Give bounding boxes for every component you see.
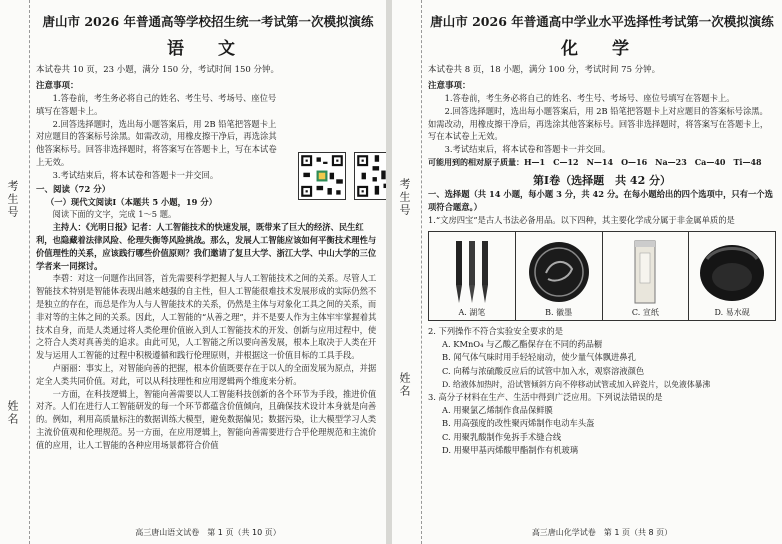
exam-title: 唐山市 2026 年普通高等学校招生统一考试第一次模拟演练 [42,14,374,29]
option-c-label: C. 宣纸 [631,307,659,317]
note-3: 3.考试结束后，将本试卷和答题卡一并交回。 [52,169,219,180]
atomic-masses: 可能用到的相对原子质量：H—1 C—12 N—14 O—16 Na—23 Ca—40 Ti—48 [428,156,762,167]
inkstone-icon [697,239,767,305]
option-b-label: B. 徽墨 [545,307,573,317]
brush-icon [442,239,502,305]
section-choice-title: 一、选择题（共 14 小题，每小题 3 分，共 42 分。在每小题给出的四个选项中，只有一个选项符合题意。） [428,188,773,212]
reading-paragraph: 主持人：《光明日报》记者：人工智能技术的快速发展，既带来了巨大的经济、民生红利，也隐藏着法律风险、伦理失衡等风险挑战。那么，发展人工智能应该如何平衡技术理性与价值理性的关系，应该践行哪些价值原则？我们邀请了复旦大学、浙江大学、中山大学的三位学者来一同探讨。 [36,222,377,271]
note-3: 3.考试结束后，将本试卷和答题卡一并交回。 [444,144,611,155]
option-a-figure [429,232,516,320]
question-2-option-a: A. KMnO₄ 与乙酸乙酯保存在不同的药品橱 [442,338,603,349]
option-b-figure [516,232,603,320]
question-2-option-d: D. 给液体加热时，沿试管倾斜方向不停移动试管或加入碎瓷片，以免液体暴沸 [442,379,711,389]
question-3-option-d: D. 用聚甲基丙烯酸甲酯制作有机玻璃 [442,445,579,456]
question-3-option-c: C. 用聚乳酸制作免拆手术缝合线 [442,431,562,442]
part-title: 第Ⅰ卷（选择题 共 42 分） [532,173,672,187]
binding-strip [0,0,30,544]
question-2-option-b: B. 闻气体气味时用手轻轻扇动，使少量气体飘进鼻孔 [442,352,636,363]
paper-roll-icon [625,239,665,305]
note-2: 2.回答选择题时，选出每小题答案后，用 2B 铅笔把答题卡上对应题目的答案标号涂黑。如需改动，用橡皮擦干净后，再选涂其他答案标号。回答非选择题时，将答案写在答题卡上，写在本试卷上无效。 [428,105,769,142]
chinese-exam-page [0,0,386,544]
qr-code-icon [298,152,346,200]
option-d-figure [689,232,775,320]
subject-title: 语 文 [167,39,249,59]
name-label: 姓名 [6,400,19,426]
chemistry-exam-page [392,0,782,544]
notes-title: 注意事项： [36,81,79,91]
reading-paragraph: 卢丽丽：事实上，对智能向善的把握，根本价值既要存在于以人的全面发展为原点，并据定全人类共同价值。对此，可以从科技理性和应用逻辑两个维度来分析。 [36,362,377,386]
option-c-figure [603,232,690,320]
reading-paragraph: 李碧：对这一问题作出回答，首先需要科学把握人与人工智能技术之间的关系。尽管人工智能技术特别是智能体表现出越来越强的自主性，但人工智能很难技术发展形成的实际仍然不是独立的存在，而总是作为人与人智能技术的关系，仍然是主体与对象化工具之间的关系，而非对等的主体之间的关系。因此，人工智能的“从善之理”，并不是要人作为主体牢牢掌握着其技术自身，而是人类通过将人类伦理价值嵌入到人工智能技术的开发、创新与应用过程中，使之符合人类对真善美的追求。由此可见，人工智能之所以要向善发展，根本上取决于人类在开发与运用人工智能的过程中积极遵循和践行伦理原则，并根据这一价值目标的工具手段。 [36,273,377,361]
page-footer: 高三唐山语文试卷 第 1 页（共 10 页） [135,528,281,537]
qr-code-icon [354,152,386,200]
question-1-figure [428,231,776,321]
exam-meta: 本试卷共 8 页，18 小题，满分 100 分，考试时间 75 分钟。 [428,65,661,75]
ink-stick-icon [526,239,592,305]
binding-strip [392,0,422,544]
section-reading: 一、阅读（72 分） [36,184,111,195]
question-1: 1.“文房四宝”是古人书法必备用品。以下四种，其主要化学成分属于非金属单质的是 [428,214,735,225]
reading-paragraph: 一方面，在科技逻辑上，智能向善需要以人工智能科技创新的各个环节为手段，推进价值对齐。人们在进行人工智能研发的每一个环节都蕴含价值倾向，且确保技术设计本身就是向善的。例如，利用高质量标注的数据训练大模型，避免数据偏见；数据污染，让大模型学习人类主流价值观和伦理规范。另一方面，在应用逻辑上，智能向善需要进行合乎伦理规范和主流价值的应用，让人工智能的各种应用场景都符合价值 [36,388,377,450]
option-a-label: A. 湖笔 [458,307,486,317]
name-label: 姓名 [398,372,411,398]
subject-title: 化 学 [561,39,643,59]
question-2: 2. 下列操作不符合实验安全要求的是 [428,325,564,336]
candidate-number-label: 考生号 [398,178,411,217]
question-3-option-b: B. 用高强度的改性聚丙烯制作电动车头盔 [442,418,595,429]
candidate-number-label: 考生号 [6,180,19,219]
note-1: 1.答卷前，考生务必将自己的姓名、考生号、考场号、座位号填写在答题卡上。 [36,93,277,116]
subsection-instruction: 阅读下面的文字，完成 1～5 题。 [52,209,177,220]
notes-title: 注意事项： [428,81,471,91]
exam-title: 唐山市 2026 年普通高中学业水平选择性考试第一次模拟演练 [430,14,774,29]
question-3: 3. 高分子材料在生产、生活中得到广泛应用。下列说法错误的是 [428,392,663,403]
page-footer: 高三唐山化学试卷 第 1 页（共 8 页） [531,528,673,537]
question-3-option-a: A. 用聚氯乙烯制作食品保鲜膜 [442,405,553,416]
option-d-label: D. 易水砚 [714,307,750,317]
note-1: 1.答卷前，考生务必将自己的姓名、考生号、考场号、座位号填写在答题卡上。 [444,93,735,103]
exam-meta: 本试卷共 10 页，23 小题，满分 150 分，考试时间 150 分钟。 [36,65,279,75]
subsection-title: （一）现代文阅读Ⅰ（本题共 5 小题，19 分） [46,196,217,207]
note-2: 2.回答选择题时，选出每小题答案后，用 2B 铅笔把答题卡上对应题目的答案标号涂黑。如需改动，用橡皮擦干净后，再选涂其他答案标号。回答非选择题时，将答案写在答题卡上，写在本试卷上无效。 [36,118,277,167]
question-2-option-c: C. 向稀与浓硫酸反应后的试管中加入水，观察溶液颜色 [442,365,645,376]
